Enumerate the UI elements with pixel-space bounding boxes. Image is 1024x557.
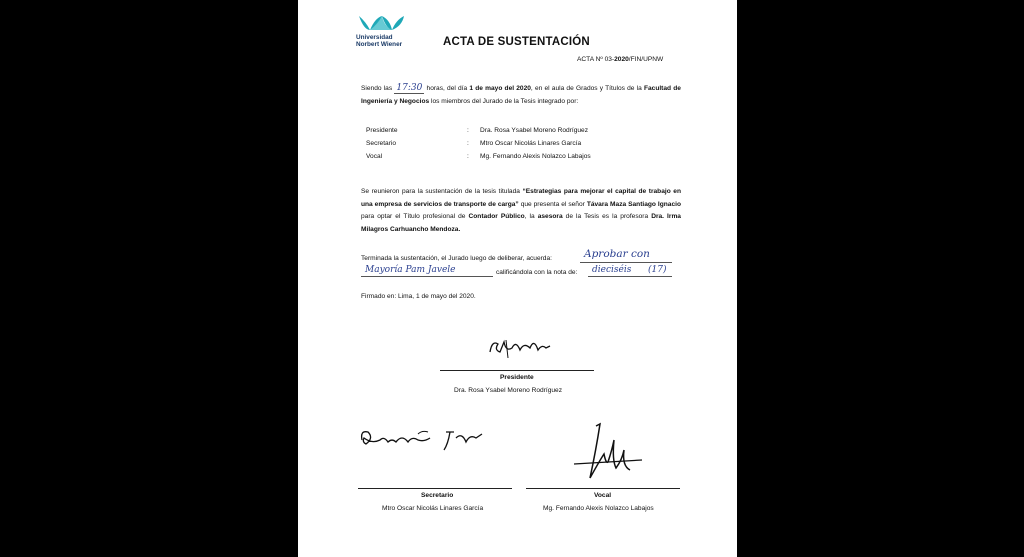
jury-name-vocal: Mg. Fernando Alexis Nolazco Labajos <box>480 153 591 160</box>
grade-label: calificándola con la nota de: <box>496 269 578 276</box>
vocal-signature-icon <box>560 420 650 490</box>
jury-sep: : <box>467 140 469 147</box>
university-logo-icon <box>358 14 406 32</box>
handwritten-verdict-1: Aprobar con <box>584 248 650 260</box>
jury-role-vocal: Vocal <box>366 153 383 160</box>
jury-role-president: Presidente <box>366 127 398 134</box>
document-title: ACTA DE SUSTENTACIÓN <box>443 36 590 48</box>
jury-sep: : <box>467 127 469 134</box>
secretary-signature-icon <box>358 420 490 460</box>
secretary-signature-line <box>358 488 512 489</box>
logo-line-2: Norbert Wiener <box>356 41 403 48</box>
president-name: Dra. Rosa Ysabel Moreno Rodríguez <box>454 387 562 394</box>
vocal-role: Vocal <box>594 492 612 499</box>
handwritten-hour: 17:30 <box>394 84 424 94</box>
verdict-line-2 <box>361 276 493 277</box>
vocal-name: Mg. Fernando Alexis Nolazco Labajos <box>543 505 654 512</box>
grade-line <box>588 276 672 277</box>
president-signature-line <box>440 370 594 371</box>
jury-sep: : <box>467 153 469 160</box>
document-page <box>298 0 737 557</box>
vocal-signature-line <box>526 488 680 489</box>
thesis-paragraph: Se reunieron para la sustentación de la tesis titulada “Estrategias para mejorar el capital de trabajo en una empresa de servicios de transporte de carga” que presenta el señor Távara Maza Santiago Ignacio para optar el Título profesional de Contador Público, la asesora de la Tesis es la profesora Dra. Irma Milagros Carhuancho Mendoza. <box>361 188 681 233</box>
jury-role-secretary: Secretario <box>366 140 397 147</box>
handwritten-grade-words: dieciséis <box>592 265 632 275</box>
verdict-text: Terminada la sustentación, el Jurado luego de deliberar, acuerda: <box>361 255 552 262</box>
president-role: Presidente <box>500 374 534 381</box>
logo-line-1: Universidad <box>356 34 393 41</box>
handwritten-grade-number: (17) <box>648 265 667 275</box>
acta-number: ACTA Nº 03-2020/FIN/UPNW <box>577 56 664 63</box>
handwritten-verdict-2: Mayoría Pam Javele <box>365 265 456 275</box>
jury-name-president: Dra. Rosa Ysabel Moreno Rodríguez <box>480 127 588 134</box>
jury-name-secretary: Mtro Oscar Nicolás Linares García <box>480 140 582 147</box>
verdict-line-1 <box>580 262 672 263</box>
intro-paragraph: Siendo las 17:30 horas, del día 1 de mayo del 2020, en el aula de Grados y Títulos de la Facultad de Ingeniería y Negocios los miembros del Jurado de la Tesis integrado por: <box>361 83 681 105</box>
president-signature-icon <box>486 334 556 362</box>
secretary-role: Secretario <box>421 492 454 499</box>
secretary-name: Mtro Oscar Nicolás Linares García <box>382 505 484 512</box>
signed-place-date: Firmado en: Lima, 1 de mayo del 2020. <box>361 293 476 300</box>
